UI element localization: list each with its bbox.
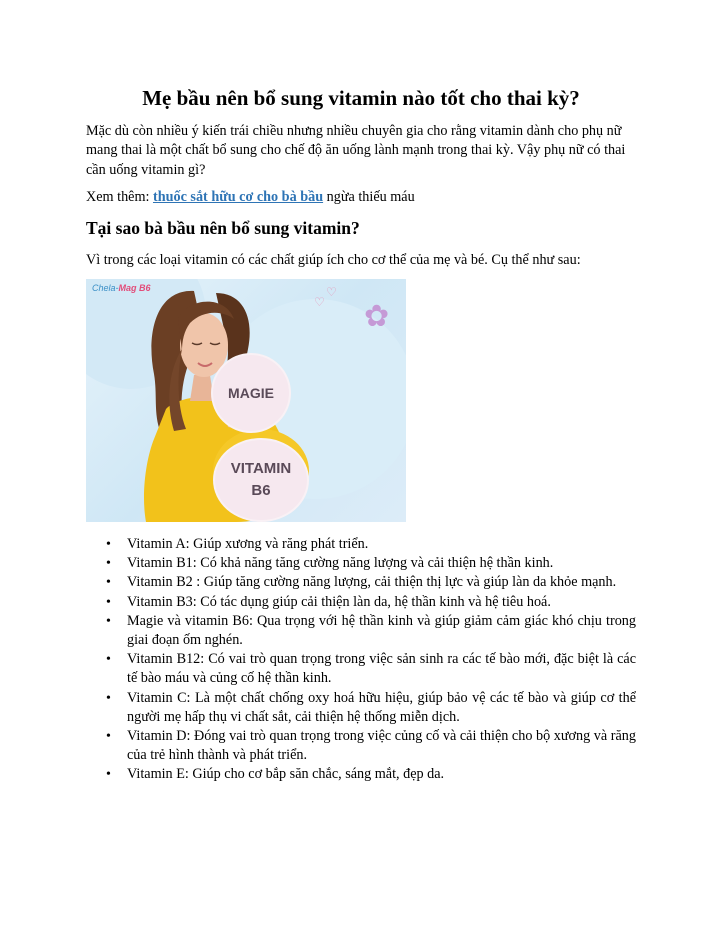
article-title: Mẹ bầu nên bổ sung vitamin nào tốt cho thai kỳ?	[142, 86, 580, 110]
see-also-line	[86, 188, 415, 207]
see-also-prefix: Xem thêm:	[86, 189, 153, 205]
flower-icon: ✿	[364, 300, 390, 333]
vitamin-b6-label: VITAMIN B6	[230, 460, 292, 499]
list-item: • Magie và vitamin B6: Qua trọng với hệ thần kinh và giúp giảm cảm giác khó chịu trong giai đoạn ốm nghén.	[86, 612, 636, 650]
list-item: • Vitamin B3: Có tác dụng giúp cải thiện làn da, hệ thần kinh và hệ tiêu hoá.	[86, 593, 636, 612]
list-item: • Vitamin B12: Có vai trò quan trọng trong việc sản sinh ra các tế bào mới, đặc biệt là các tế bào máu và củng cố hệ thần kinh.	[86, 650, 636, 688]
see-also-suffix: ngừa thiếu máu	[323, 189, 415, 205]
list-item: • Vitamin E: Giúp cho cơ bắp săn chắc, sáng mắt, đẹp da.	[86, 765, 636, 784]
section-heading: Tại sao bà bầu nên bổ sung vitamin?	[86, 218, 360, 238]
section-intro: Vì trong các loại vitamin có các chất giúp ích cho cơ thể của mẹ và bé. Cụ thể như sau:	[86, 252, 581, 268]
magie-bubble: MAGIE	[213, 355, 289, 431]
vitamin-list	[86, 535, 636, 785]
list-item: • Vitamin C: Là một chất chống oxy hoá hữu hiệu, giúp bảo vệ các tế bào và giúp cơ thể người mẹ hấp thụ vi chất sắt, cải thiện hệ thống miễn dịch.	[86, 689, 636, 727]
list-item: • Vitamin B2 : Giúp tăng cường năng lượng, cải thiện thị lực và giúp làn da khỏe mạnh.	[86, 573, 636, 592]
list-item: • Vitamin D: Đóng vai trò quan trọng trong việc củng cố và cải thiện cho bộ xương và răng của trẻ hình thành và phát triển.	[86, 727, 636, 765]
vitamin-b6-bubble	[215, 440, 307, 520]
intro-paragraph: Mặc dù còn nhiều ý kiến trái chiều nhưng nhiều chuyên gia cho rằng vitamin dành cho phụ nữ mang thai là một chất bổ sung cho chế độ ăn uống lành mạnh trong thai kỳ. Vậy phụ nữ có thai cần uống vitamin gì?	[86, 123, 626, 178]
iron-supplement-link[interactable]: thuốc sắt hữu cơ cho bà bầu	[152, 189, 324, 205]
heart-icon: ♡	[314, 295, 325, 309]
list-item: • Vitamin B1: Có khả năng tăng cường năng lượng và cải thiện hệ thần kinh.	[86, 554, 636, 573]
list-item: • Vitamin A: Giúp xương và răng phát triển.	[86, 535, 636, 554]
brand-label: Chela-Mag B6	[92, 283, 151, 293]
heart-icon: ♡	[326, 285, 337, 299]
